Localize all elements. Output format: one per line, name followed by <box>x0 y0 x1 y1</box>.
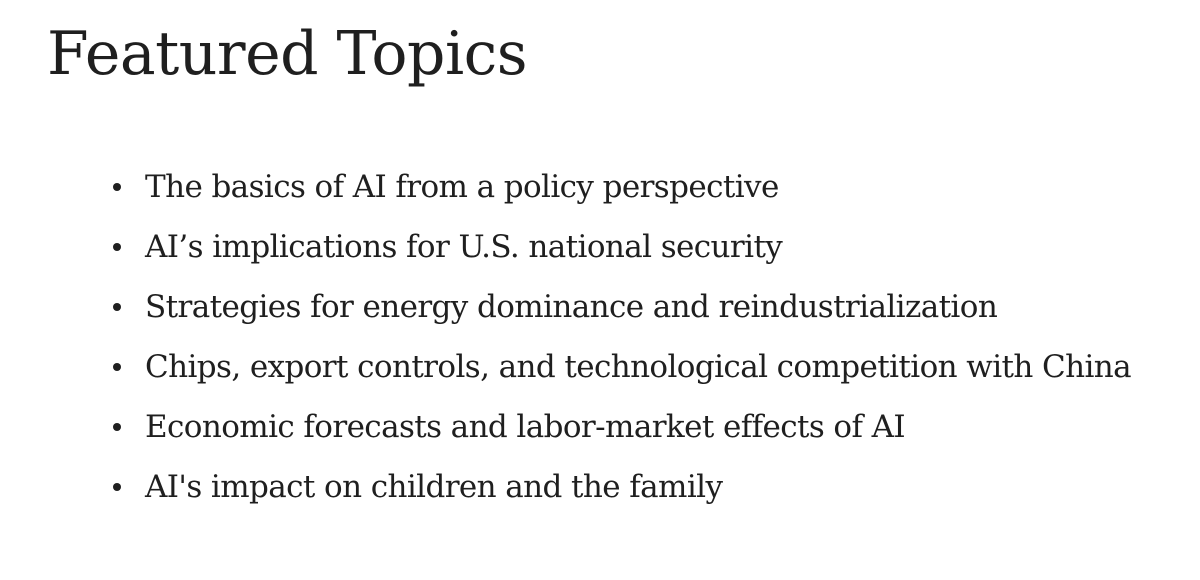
topic-label: AI’s implications for U.S. national security <box>145 228 783 265</box>
topic-label: Strategies for energy dominance and reindustrialization <box>145 288 998 325</box>
bullet-icon <box>113 303 121 311</box>
topic-label: AI's impact on children and the family <box>145 468 723 505</box>
bullet-icon <box>113 483 121 491</box>
topic-label: Chips, export controls, and technological competition with China <box>145 348 1132 385</box>
featured-topics-list <box>0 157 1131 517</box>
bullet-icon <box>113 243 121 251</box>
list-item <box>0 157 1131 217</box>
list-item <box>0 457 1131 517</box>
list-item <box>0 337 1131 397</box>
bullet-icon <box>113 183 121 191</box>
topic-label: Economic forecasts and labor-market effects of AI <box>145 408 906 445</box>
list-item <box>0 277 1131 337</box>
bullet-icon <box>113 423 121 431</box>
list-item <box>0 397 1131 457</box>
page-title: Featured Topics <box>47 19 528 89</box>
topic-label: The basics of AI from a policy perspective <box>145 168 779 205</box>
list-item <box>0 217 1131 277</box>
bullet-icon <box>113 363 121 371</box>
